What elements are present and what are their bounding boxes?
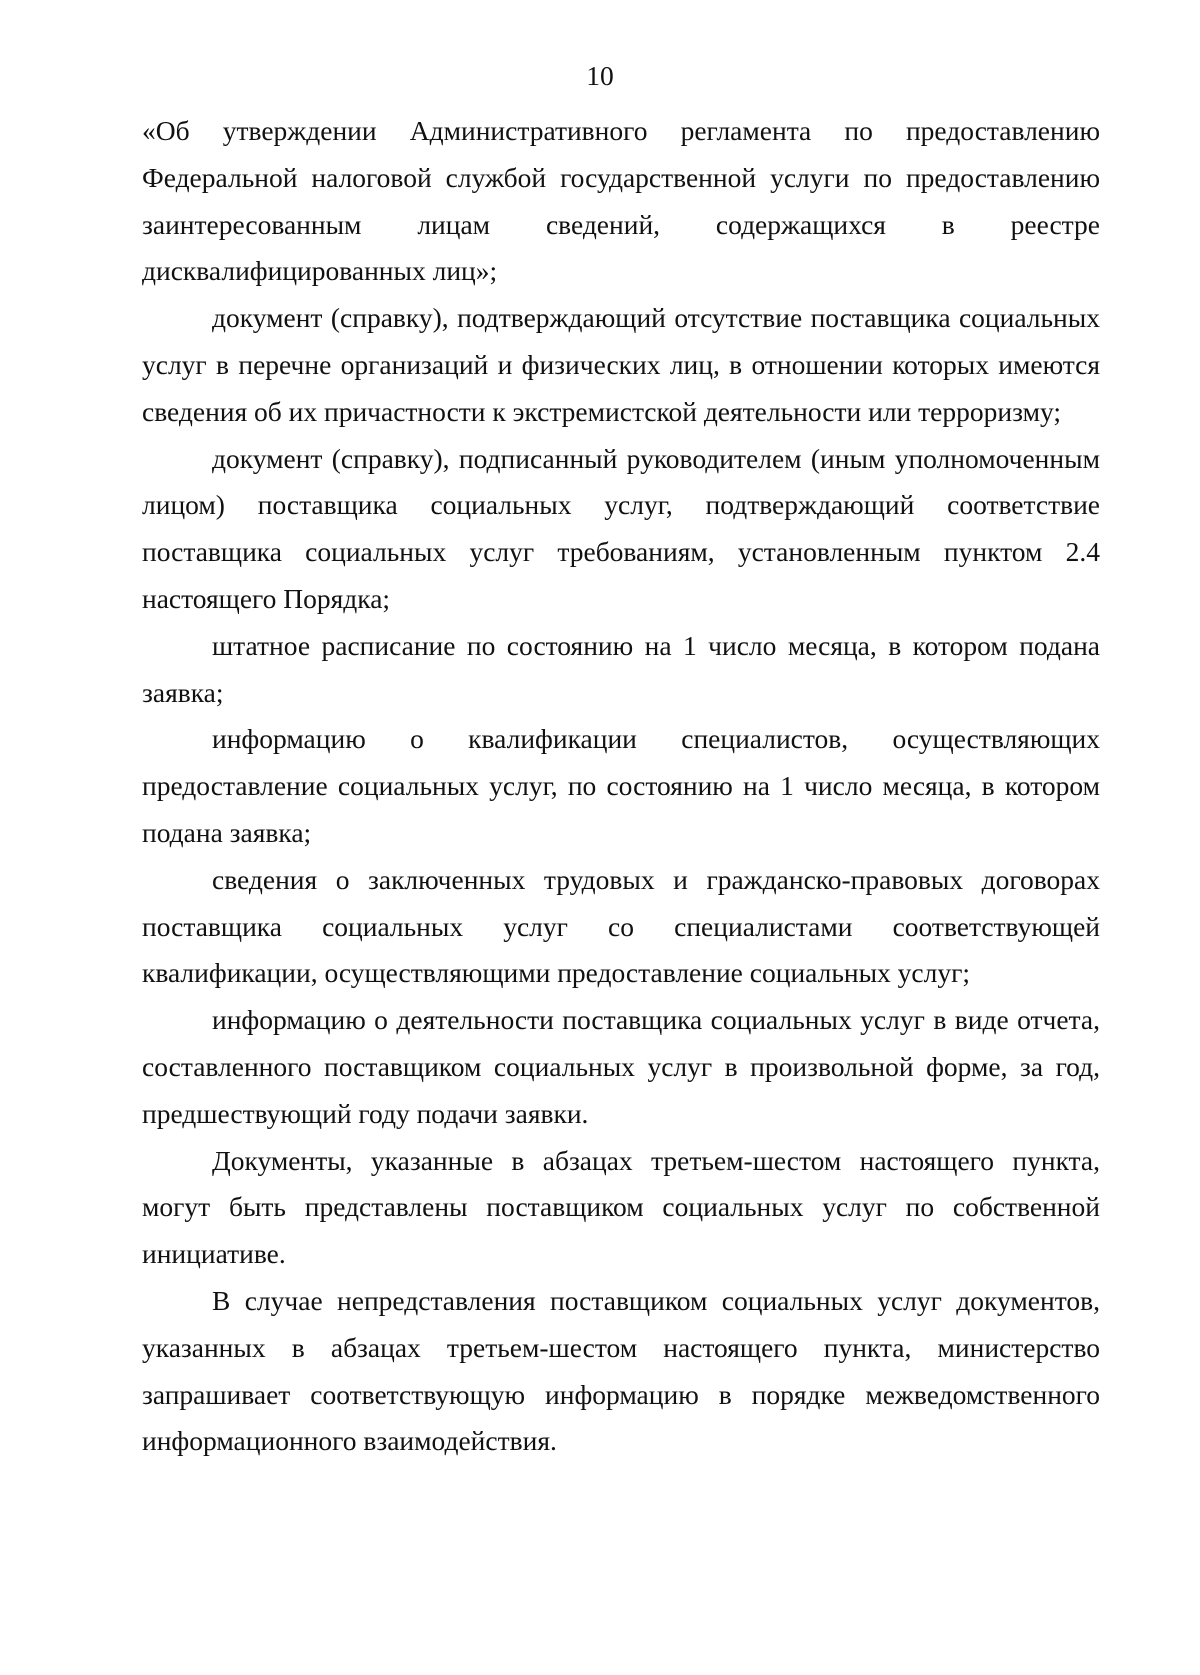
paragraph: штатное расписание по состоянию на 1 число месяца, в котором подана заявка;	[142, 629, 1100, 708]
document-body	[142, 108, 1100, 1465]
paragraph: В случае непредставления поставщиком социальных услуг документов, указанных в абзацах третьем-шестом настоящего пункта, министерство запрашивает соответствующую информацию в порядке межведомственного информационного взаимодействия.	[142, 1284, 1100, 1457]
paragraph: «Об утверждении Административного регламента по предоставлению Федеральной налоговой службой государственной услуги по предоставлению заинтересованным лицам сведений, содержащихся в реестре дисквалифицированных лиц»;	[142, 115, 1100, 287]
paragraph: информацию о квалификации специалистов, осуществляющих предоставление социальных услуг, по состоянию на 1 число месяца, в котором подана заявка;	[142, 723, 1100, 848]
paragraph: документ (справку), подтверждающий отсутствие поставщика социальных услуг в перечне организаций и физических лиц, в отношении которых имеются сведения об их причастности к экстремистской деятельности или терроризму;	[142, 302, 1100, 427]
paragraph: информацию о деятельности поставщика социальных услуг в виде отчета, составленного поставщиком социальных услуг в произвольной форме, за год, предшествующий году подачи заявки.	[142, 1004, 1100, 1129]
page-number: 10	[586, 60, 614, 91]
paragraph: сведения о заключенных трудовых и гражданско-правовых договорах поставщика социальных услуг со специалистами соответствующей квалификации, осуществляющими предоставление социальных услуг;	[142, 863, 1100, 989]
paragraph: документ (справку), подписанный руководителем (иным уполномоченным лицом) поставщика социальных услуг, подтверждающий соответствие поставщика социальных услуг требованиям, установленным пунктом 2.4 настоящего Порядка;	[142, 442, 1100, 614]
paragraph: Документы, указанные в абзацах третьем-шестом настоящего пункта, могут быть представлены поставщиком социальных услуг по собственной инициативе.	[142, 1144, 1100, 1270]
